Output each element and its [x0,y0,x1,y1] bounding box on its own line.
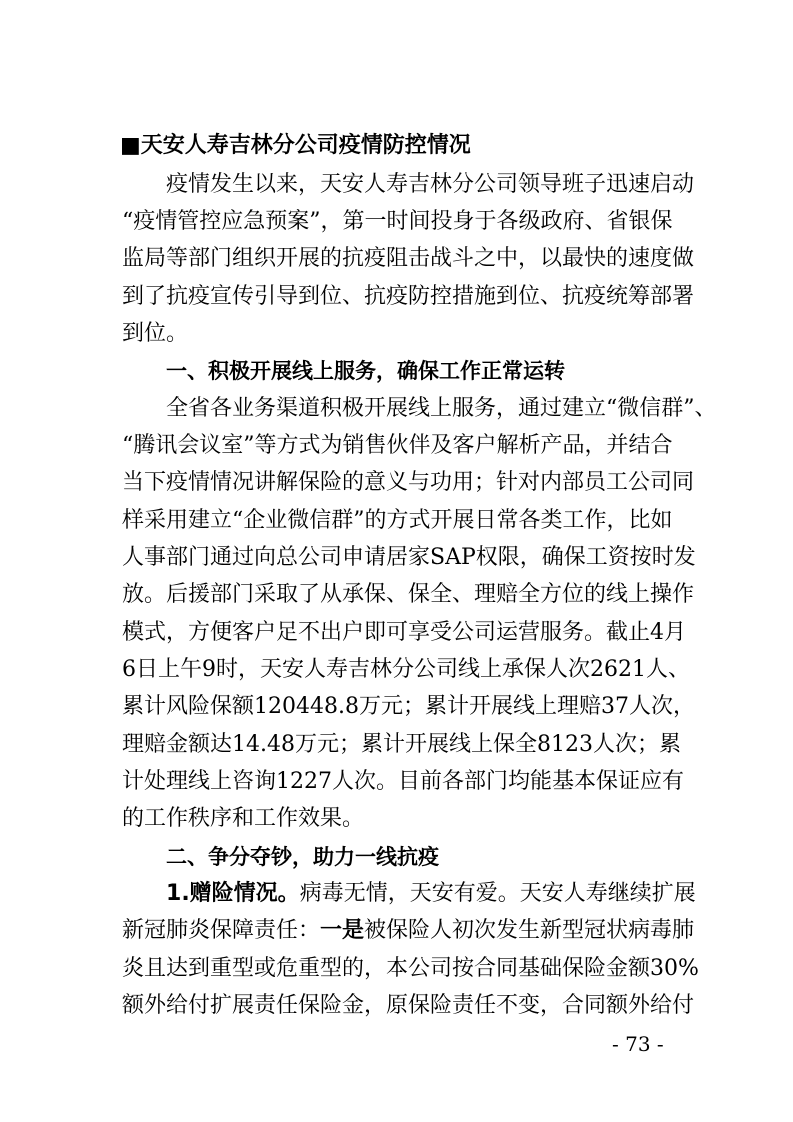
section-2-lead: 1.赠险情况。 [166,881,300,906]
heading-2: 二、争分夺钞，助力一线抗疫 [166,845,439,869]
section-1-line-5: 人事部门通过向总公司申请居家SAP权限，确保工资按时发 [122,545,696,570]
section-2-line-1 [122,880,696,908]
intro-line-5: 到位。 [122,321,189,346]
section-2-lead-rest: 病毒无情，天安有爱。天安人寿继续扩展 [299,881,696,906]
section-1-line-9: 累计风险保额120448.8万元；累计开展线上理赔37人次， [122,694,695,719]
intro-line-4: 到了抗疫宣传引导到位、抗疫防控措施到位、抗疫统筹部署 [122,284,695,309]
section-2-point-1: 一是 [320,918,365,943]
page-number: - 73 - [612,1032,664,1056]
section-1-line-8: 6日上午9时，天安人寿吉林分公司线上承保人次2621人、 [122,657,690,682]
section-2-line-4: 额外给付扩展责任保险金，原保险责任不变，合同额外给付 [122,993,695,1018]
section-2-line-2-start: 新冠肺炎保障责任： [122,918,321,943]
section-1-line-6: 放。后援部门采取了从承保、保全、理赔全方位的线上操作 [122,582,695,607]
intro-line-2: “疫情管控应急预案”，第一时间投身于各级政府、省银保 [122,209,673,234]
section-1-line-7: 模式，方便客户足不出户即可享受公司运营服务。截止4月 [122,620,686,645]
section-1-line-3: 当下疫情情况讲解保险的意义与功用；针对内部员工公司同 [122,470,695,495]
section-2-line-2 [122,917,695,945]
section-1-line-11: 计处理线上咨询1227人次。目前各部门均能基本保证应有 [122,769,684,794]
section-1-line-12: 的工作秩序和工作效果。 [122,806,365,831]
heading-1: 一、积极开展线上服务，确保工作正常运转 [166,359,565,383]
intro-line-1: 疫情发生以来，天安人寿吉林分公司领导班子迅速启动 [122,172,695,197]
section-1-line-10: 理赔金额达14.48万元；累计开展线上保全8123人次；累 [122,732,681,757]
section-2-line-3: 炎且达到重型或危重型的，本公司按合同基础保险金额30% [122,956,699,981]
section-1-line-1: 全省各业务渠道积极开展线上服务，通过建立“微信群”、 [122,396,717,421]
section-title: ■天安人寿吉林分公司疫情防控情况 [120,133,471,158]
section-2-line-2-rest: 被保险人初次发生新型冠状病毒肺 [364,918,695,943]
intro-line-3: 监局等部门组织开展的抗疫阻击战斗之中，以最快的速度做 [122,246,695,271]
section-1-line-2: “腾讯会议室”等方式为销售伙伴及客户解析产品，并结合 [122,433,673,458]
section-1-line-4: 样采用建立“企业微信群”的方式开展日常各类工作，比如 [122,508,673,533]
